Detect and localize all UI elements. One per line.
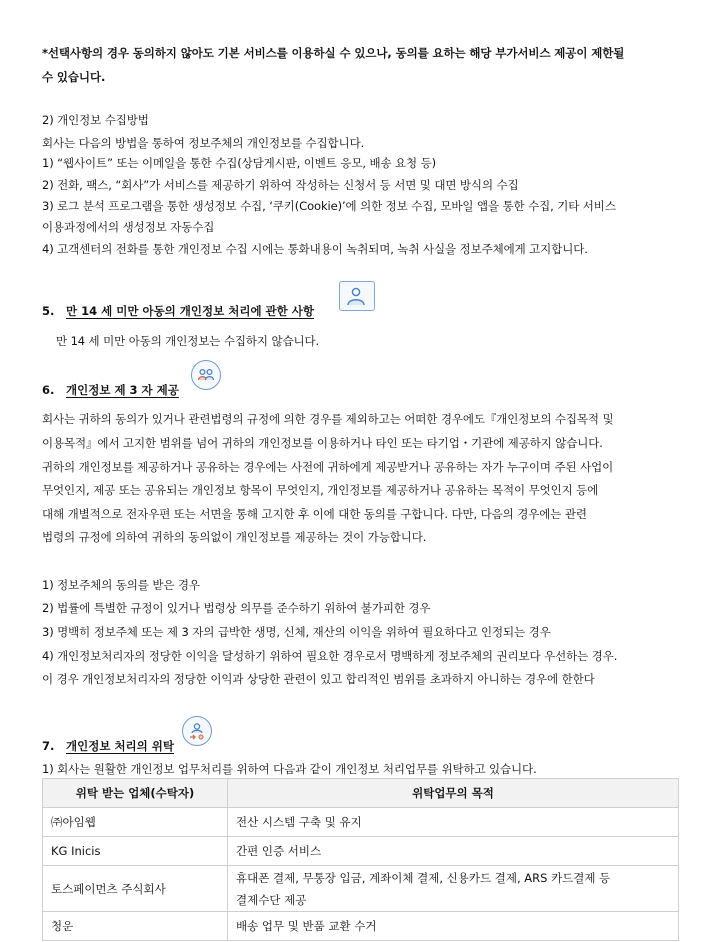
section6-number: 6. <box>42 383 55 397</box>
table-row <box>43 808 679 837</box>
purpose-cell: 전산 시스템 구축 및 유지 <box>228 808 679 837</box>
table-row <box>43 866 679 912</box>
delegate-users-icon <box>182 716 212 746</box>
section6-case: 이 경우 개인정보처리자의 정당한 이익과 상당한 관련이 있고 합리적인 범위를 초과하지 아니하는 경우에 한한다 <box>42 672 595 686</box>
share-users-icon <box>191 360 221 390</box>
section5-body: 만 14 세 미만 아동의 개인정보는 수집하지 않습니다. <box>56 334 320 348</box>
section6-paragraph-line: 대해 개별적으로 전자우편 또는 서면을 통해 고지한 후 이에 대한 동의를 구합니다. 다만, 다음의 경우에는 관련 <box>42 507 587 521</box>
collection-item: 4) 고객센터의 전화를 통한 개인정보 수집 시에는 통화내용이 녹취되며, 녹취 사실을 정보주체에게 고지합니다. <box>42 242 588 256</box>
section7-title: 개인정보 처리의 위탁 <box>66 739 174 753</box>
section6-paragraph-line: 법령의 규정에 의하여 귀하의 동의없이 개인정보를 제공하는 것이 가능합니다. <box>42 530 427 544</box>
section7-heading <box>42 738 174 754</box>
child-user-icon <box>339 281 375 311</box>
purpose-cell <box>228 866 679 912</box>
section6-heading <box>42 382 179 398</box>
company-cell: KG Inicis <box>43 837 228 866</box>
section6-paragraph-line: 회사는 귀하의 동의가 있거나 관련법령의 규정에 의한 경우를 제외하고는 어떠한 경우에도『개인정보의 수집목적 및 <box>42 412 614 426</box>
collection-item: 1) “웹사이트” 또는 이메일을 통한 수집(상담게시판, 이벤트 응모, 배송 요청 등) <box>42 156 437 170</box>
company-cell: ㈜아임웹 <box>43 808 228 837</box>
purpose-cell: 배송 업무 및 반품 교환 수거 <box>228 912 679 941</box>
purpose-line: 결제수단 제공 <box>236 892 307 907</box>
section5-heading <box>42 303 314 319</box>
collection-heading: 2) 개인정보 수집방법 <box>42 113 149 127</box>
section6-paragraph-line: 귀하의 개인정보를 제공하거나 공유하는 경우에는 사전에 귀하에게 제공받거나 공유하는 자가 누구이며 주된 사업이 <box>42 460 614 474</box>
purpose-line: 휴대폰 결제, 무통장 입금, 계좌이체 결제, 신용카드 결제, ARS 카드결제 등 <box>236 870 611 885</box>
table-row <box>43 912 679 941</box>
table-header: 위탁 받는 업체(수탁자) <box>43 779 228 808</box>
section6-case: 2) 법률에 특별한 규정이 있거나 법령상 의무를 준수하기 위하여 불가피한 경우 <box>42 601 431 615</box>
section7-intro: 1) 회사는 원활한 개인정보 업무처리를 위하여 다음과 같이 개인정보 처리업무를 위탁하고 있습니다. <box>42 762 537 776</box>
table-header: 위탁업무의 목적 <box>228 779 679 808</box>
section6-case: 1) 정보주체의 동의를 받은 경우 <box>42 578 200 592</box>
company-cell: 청운 <box>43 912 228 941</box>
collection-item: 2) 전화, 팩스, “회사”가 서비스를 제공하기 위하여 작성하는 신청서 등 서면 및 대면 방식의 수집 <box>42 178 519 192</box>
collection-item: 3) 로그 분석 프로그램을 통한 생성정보 수집, ‘쿠키(Cookie)’에 의한 정보 수집, 모바일 앱을 통한 수집, 기타 서비스 <box>42 199 616 213</box>
company-cell: 토스페이먼츠 주식회사 <box>43 866 228 912</box>
section7-number: 7. <box>42 739 55 753</box>
collection-item: 이용과정에서의 생성정보 자동수집 <box>42 220 215 234</box>
section6-case: 4) 개인정보처리자의 정당한 이익을 달성하기 위하여 필요한 경우로서 명백하게 정보주체의 권리보다 우선하는 경우. <box>42 649 618 663</box>
section6-paragraph-line: 이용목적』에서 고지한 범위를 넘어 귀하의 개인정보를 이용하거나 타인 또는 타기업・기관에 제공하지 않습니다. <box>42 436 603 450</box>
section5-title: 만 14 세 미만 아동의 개인정보 처리에 관한 사항 <box>66 304 314 318</box>
section5-number: 5. <box>42 304 55 318</box>
section6-paragraph-line: 무엇인지, 제공 또는 공유되는 개인정보 항목이 무엇인지, 개인정보를 제공하거나 공유하는 목적이 무엇인지 등에 <box>42 483 599 497</box>
delegation-table <box>42 778 679 941</box>
table-row <box>43 837 679 866</box>
section6-case: 3) 명백히 정보주체 또는 제 3 자의 급박한 생명, 신체, 재산의 이익을 위하여 필요하다고 인정되는 경우 <box>42 625 551 639</box>
optional-consent-notice-line2: 수 있습니다. <box>42 70 106 84</box>
collection-intro: 회사는 다음의 방법을 통하여 정보주체의 개인정보를 수집합니다. <box>42 136 365 150</box>
section6-title: 개인정보 제 3 자 제공 <box>66 383 179 397</box>
optional-consent-notice-line1: *선택사항의 경우 동의하지 않아도 기본 서비스를 이용하실 수 있으나, 동의를 요하는 해당 부가서비스 제공이 제한될 <box>42 46 625 60</box>
purpose-cell: 간편 인증 서비스 <box>228 837 679 866</box>
